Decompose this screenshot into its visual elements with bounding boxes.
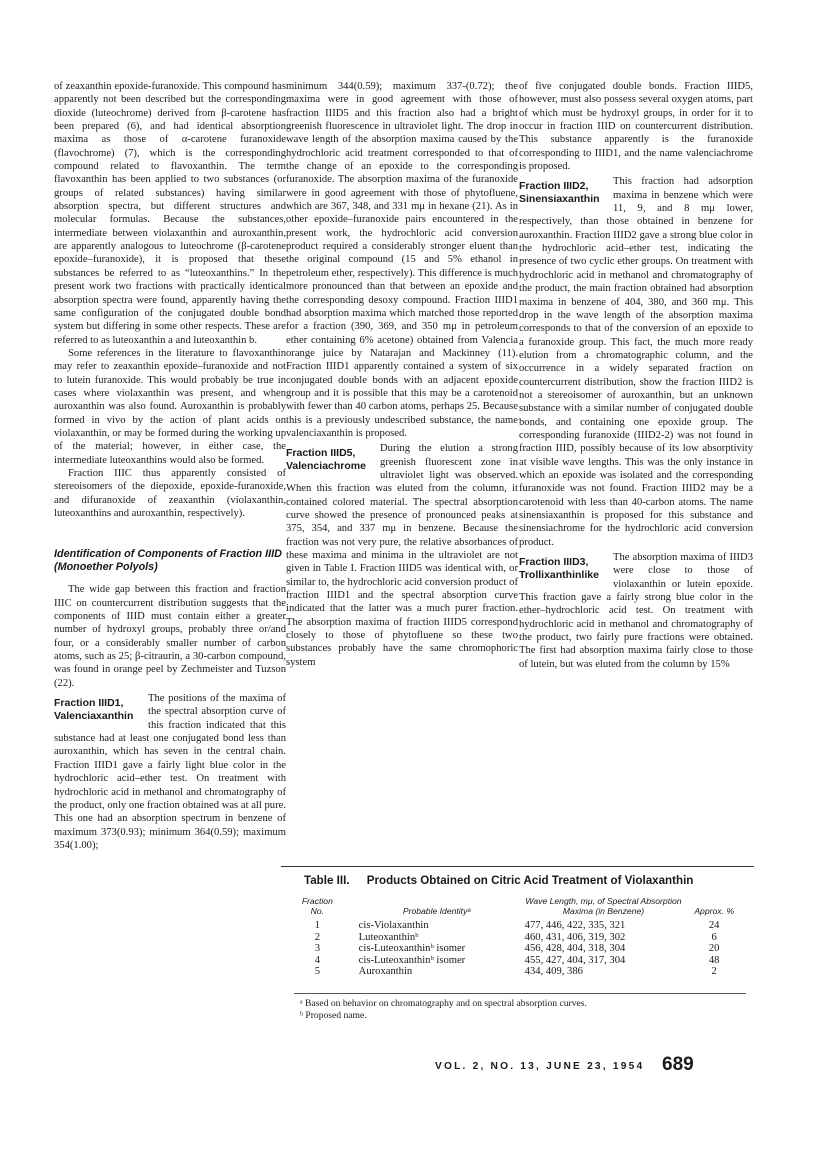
cell-identity: Auroxanthin (358, 966, 413, 978)
text-column-1 (54, 80, 286, 852)
table-bottom-rule (294, 993, 746, 994)
cell-no: 3 (314, 943, 320, 955)
page-number: 689 (662, 1054, 694, 1075)
footnote-b: ᵇ Proposed name. (300, 1010, 367, 1021)
table-row (294, 920, 746, 932)
paragraph: Some references in the literature to flavoxanthin may refer to zeaxanthin epoxide–furanoxide and not to lutein furanoxide. This would probably be true in cases where violaxanthin was present, and when auroxanthin was also found. Auroxanthin is probably formed in vivo by the action of plant acids on violaxanthin, or may be formed during the working up of the material; however, in either case, the intermediate luteoxanthins would also be formed. (54, 347, 286, 466)
cell-percent: 6 (711, 931, 717, 943)
table-top-rule (281, 866, 754, 867)
table-caption (304, 874, 764, 887)
header-identity: Probable Identityᵃ (402, 906, 471, 916)
issue-line: VOL. 2, NO. 13, JUNE 23, 1954 (435, 1061, 645, 1072)
runin-heading: Fraction IIID1, Valenciaxanthin (54, 697, 134, 722)
paragraph: This fraction had adsorption maxima in benzene which were 11, 9, and 8 mμ lower, respectively, than those obtained in benzene for auroxanthin. Fraction IIID2 gave a strong blue color in the hydrochloric acid–ether test, indicating the presence of two cyclic ether groups. On treatment with hydrochloric acid in methanol and chromatography of the product, the main fraction obtained had absorption maxima in benzene of 404, 380, and 360 mμ. This drop in the wave length of the absorption maxima corresponds to that of the conversion of an epoxide to a furanoxide group. This fact, the much more ready elution from a chromatographic column, and the occurrence in a widely separated fraction on countercurrent distribution, show the fraction IIID2 is not a stereoisomer of auroxanthin, but an unknown substance with a similar number of conjugated double bonds, and containing one epoxide group. The corresponding furanoxide (IIID2-2) was not found in fraction IIID, possibly because of its low absorptivity at visible wave lengths. This was the only instance in which an epoxide was isolated and the corresponding furanoxide was not found. Fraction IIID2 may be a carotenoid with less than 40-carbon atoms. The name sinensiaxanthin is proposed for this substance and sinensiachrome for the hydrochloric acid conversion product. (519, 176, 753, 548)
cell-maxima: 455, 427, 404, 317, 304 (524, 954, 626, 966)
cell-maxima: 456, 428, 404, 318, 304 (524, 943, 626, 955)
paragraph: of five conjugated double bonds. Fraction IIID5, however, must also possess several oxygen atoms, part of which must be hydroxyl groups, in order for it to occur in fraction IIID on countercurrent distribution. This substance apparently is the furanoxide corresponding to IIID1, and the name valenciachrome is proposed. (519, 81, 753, 173)
runin-heading: Fraction IIID2, Sinensiaxanthin (519, 180, 600, 205)
table-row (294, 943, 746, 955)
table-row (294, 966, 746, 978)
header-percent: Approx. % (694, 906, 734, 916)
paragraph: The wide gap between this fraction and fraction IIIC on countercurrent distribution suggests that the components of IIID must contain either a greater number of hydroxyl groups, probably three or/and four, or a considerably smaller number of carbon atoms, such as 25; β-citraurin, a 30-carbon compound, was found in orange peel by Zechmeister and Tuzson (22). (54, 584, 286, 689)
runin-heading: Fraction IIID3, Trollixanthinlike (519, 556, 599, 581)
cell-maxima: 460, 431, 406, 319, 302 (524, 931, 626, 943)
paragraph: During the elution a strong greenish fluorescent zone in ultraviolet light was observed. When this fraction was eluted from the column, it contained colored material. The spectral absorption curve showed the presence of pronounced peaks at 375, 354, and 337 mμ in benzene. Because the fraction was not very pure, the relative absorbances of these maxima and minima in the ultraviolet are not given in Table I. Fraction IIID5 was identical with, or similar to, the hydrochloric acid conversion product of fraction IIID1 and the spectral absorption curve indicated that the latter was a much purer fraction. The absorption maxima of fraction IIID5 correspond closely to those of phytofluene so these two substances probably have the same chromophoric system (286, 443, 518, 668)
text-column-3 (519, 80, 753, 671)
header-wavelength: Wave Length, mμ, of Spectral Absorption Maxima (in Benzene) (525, 896, 682, 916)
paragraph: of zeaxanthin epoxide-furanoxide. This compound has apparently not been described but the corresponding dioxide (luteochrome) derived from β-carotene has been prepared (6), and had identical absorption maxima as those of α-carotene furanoxide (flavochrome) (7), which is the corresponding compound related to flavoxanthin. The term flavoxanthin has been applied to two substances (or groups of related substances) having similar absorption spectra, but different structures and molecular formulas. Because the substances, intermediate between violaxanthin and auroxanthin, are apparently analogous to luteochrome (β-carotene epoxide–furanoxide), it is proposed that these substances be referred to as “luteoxanthins.” In the present work two fractions with practically identical absorption spectra were found, apparently having the same configuration of the conjugated double bond system but differing in some other respects. These are referred to as luteoxanthin a and luteoxanthin b. (54, 81, 286, 346)
table-header-row (294, 896, 746, 920)
table-row (294, 955, 746, 967)
cell-percent: 2 (711, 966, 717, 978)
section-heading: Identification of Components of Fraction IIID (Monoether Polyols) (54, 548, 282, 574)
table-row (294, 932, 746, 944)
cell-identity: Luteoxanthinᵇ (358, 931, 419, 943)
cell-no: 4 (314, 954, 320, 966)
products-table (294, 896, 746, 978)
paragraph: The positions of the maxima of the spectral absorption curve of this fraction indicated that this substance had at least one conjugated bond less than auroxanthin, which has seven in the central chain. Fraction IIID1 gave a fairly light blue color in the hydrochloric acid–ether test. On treatment with hydrochloric acid in methanol and chromatography of the product, only one fraction obtained was at all pure. This one had an absorption spectrum in benzene of maximum 373(0.93); minimum 364(0.59); maximum 354(1.00); (54, 693, 286, 851)
cell-percent: 48 (708, 954, 720, 966)
cell-no: 2 (314, 931, 320, 943)
cell-no: 5 (314, 966, 320, 978)
cell-percent: 20 (708, 943, 720, 955)
table-footnotes (300, 998, 752, 1022)
cell-maxima: 477, 446, 422, 335, 321 (524, 920, 626, 931)
cell-identity: cis-Violaxanthin (358, 920, 429, 931)
cell-identity: cis-Luteoxanthinᵇ isomer (358, 943, 466, 955)
paragraph: Fraction IIIC thus apparently consisted of stereoisomers of the diepoxide, epoxide-furanoxide, and difuranoxide of zeaxanthin (violaxanthin, luteoxanthins and auroxanthin, respectively). (54, 467, 286, 519)
paragraph: The absorption maxima of IIID3 were close to those of violaxanthin or lutein epoxide. This fraction gave a fairly strong blue color in the ether–hydrochloric acid test. On treatment with hydrochloric acid in methanol and chromatography of the product, two fairly pure fractions were obtained. The first had absorption maxima fairly close to those of lutein, but was eluted from the column by 15% (519, 552, 753, 670)
table-number: Table III. (304, 874, 350, 887)
cell-maxima: 434, 409, 386 (524, 966, 583, 978)
header-fraction-no: Fraction No. (301, 896, 333, 916)
paragraph: minimum 344(0.59); maximum 337-(0.72); the maxima were in good agreement with those of fraction IIID5 and this fraction also had a bright greenish fluorescence in ultraviolet light. The drop in wave length of the absorption maxima caused by the hydrochloric acid treatment corresponded to that of the change of an epoxide to the corresponding furanoxide. The absorption maxima of the furanoxide were in good agreement with those of phytofluene, which are 367, 348, and 331 mμ in hexane (21). As in other epoxide–furanoxide pairs encountered in the present work, the hydrochloric acid conversion product required a considerably stronger eluent than the original compound (15 and 5% ethanol in petroleum ether, respectively). This difference is much more pronounced than that between an epoxide and the corresponding desoxy compound. Fraction IIID1 had absorption maxima which matched those reported for a fraction (390, 369, and 350 mμ in petroleum ether containing 6% acetone) obtained from Valencia orange juice by Natarajan and Mackinney (11). Fraction IIID1 apparently contained a system of six conjugated double bonds with an adjacent epoxide group and it is possible that this may be a carotenoid with fewer than 40 carbon atoms, perhaps 25. Because this is a previously undescribed substance, the name valenciaxanthin is proposed. (286, 81, 518, 439)
table-title: Products Obtained on Citric Acid Treatment of Violaxanthin (366, 874, 694, 887)
text-column-2 (286, 80, 518, 669)
cell-percent: 24 (708, 920, 720, 931)
cell-no: 1 (314, 920, 320, 931)
footnote-a: ᵃ Based on behavior on chromatography and on spectral absorption curves. (300, 998, 587, 1009)
runin-heading: Fraction IIID5, Valenciachrome (286, 447, 366, 472)
cell-identity: cis-Luteoxanthinᵇ isomer (358, 954, 466, 966)
